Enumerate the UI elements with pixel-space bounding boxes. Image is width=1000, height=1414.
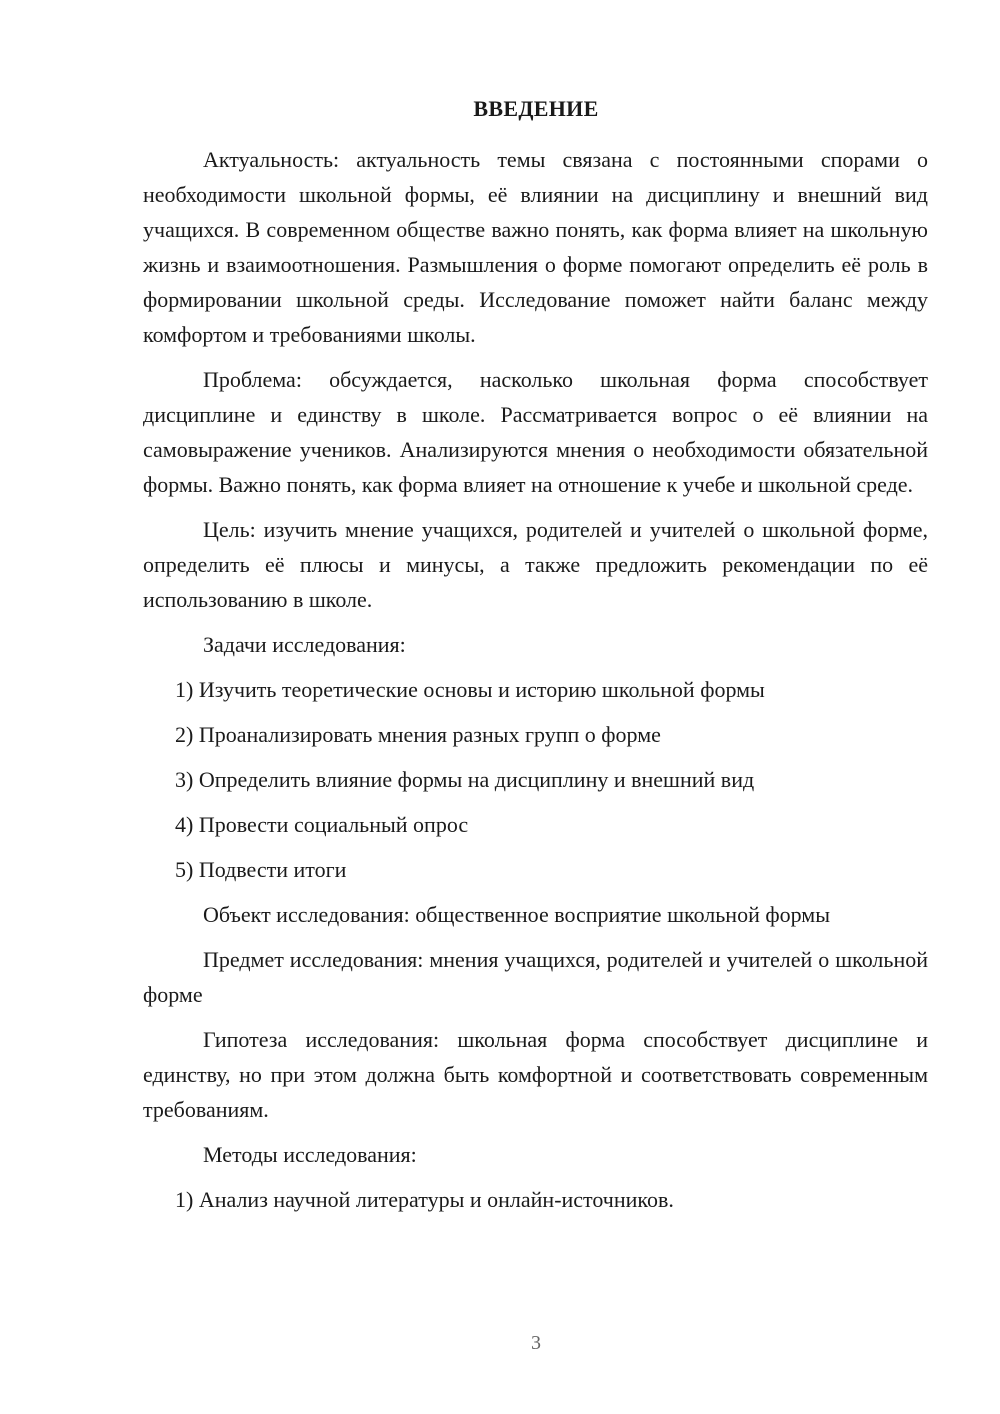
paragraph-relevance: Актуальность: актуальность темы связана с постоянными спорами о необходимости школьной формы, её влиянии на дисциплину и внешний вид учащихся. В современном обществе важно понять, как форма влияет на школьную жизнь и взаимоотношения. Размышления о форме помогают определить её роль в формировании школьной среды. Исследование поможет найти баланс между комфортом и требованиями школы. — [143, 147, 928, 347]
paragraph-subject: Предмет исследования: мнения учащихся, родителей и учителей о школьной форме — [143, 947, 928, 1007]
paragraph-object: Объект исследования: общественное восприятие школьной формы — [203, 902, 830, 927]
task-item: 3) Определить влияние формы на дисциплину и внешний вид — [175, 767, 755, 792]
section-heading: ВВЕДЕНИЕ — [473, 96, 599, 121]
paragraph-hypothesis: Гипотеза исследования: школьная форма способствует дисциплине и единству, но при этом должна быть комфортной и соответствовать современным требованиям. — [143, 1027, 928, 1122]
task-item: 4) Провести социальный опрос — [175, 812, 469, 837]
paragraph-problem: Проблема: обсуждается, насколько школьная форма способствует дисциплине и единству в школе. Рассматривается вопрос о её влиянии на самовыражение учеников. Анализируются мнения о необходимости обязательной формы. Важно понять, как форма влияет на отношение к учебе и школьной среде. — [143, 367, 928, 497]
method-item: 1) Анализ научной литературы и онлайн-источников. — [175, 1187, 674, 1212]
task-item: 5) Подвести итоги — [175, 857, 347, 882]
task-item: 1) Изучить теоретические основы и историю школьной формы — [175, 677, 765, 702]
task-item: 2) Проанализировать мнения разных групп о форме — [175, 722, 661, 747]
tasks-label: Задачи исследования: — [203, 632, 406, 657]
page-number: 3 — [531, 1332, 541, 1354]
methods-label: Методы исследования: — [203, 1142, 417, 1167]
paragraph-goal: Цель: изучить мнение учащихся, родителей и учителей о школьной форме, определить её плюсы и минусы, а также предложить рекомендации по её использованию в школе. — [143, 517, 928, 612]
page-content — [143, 142, 928, 1227]
